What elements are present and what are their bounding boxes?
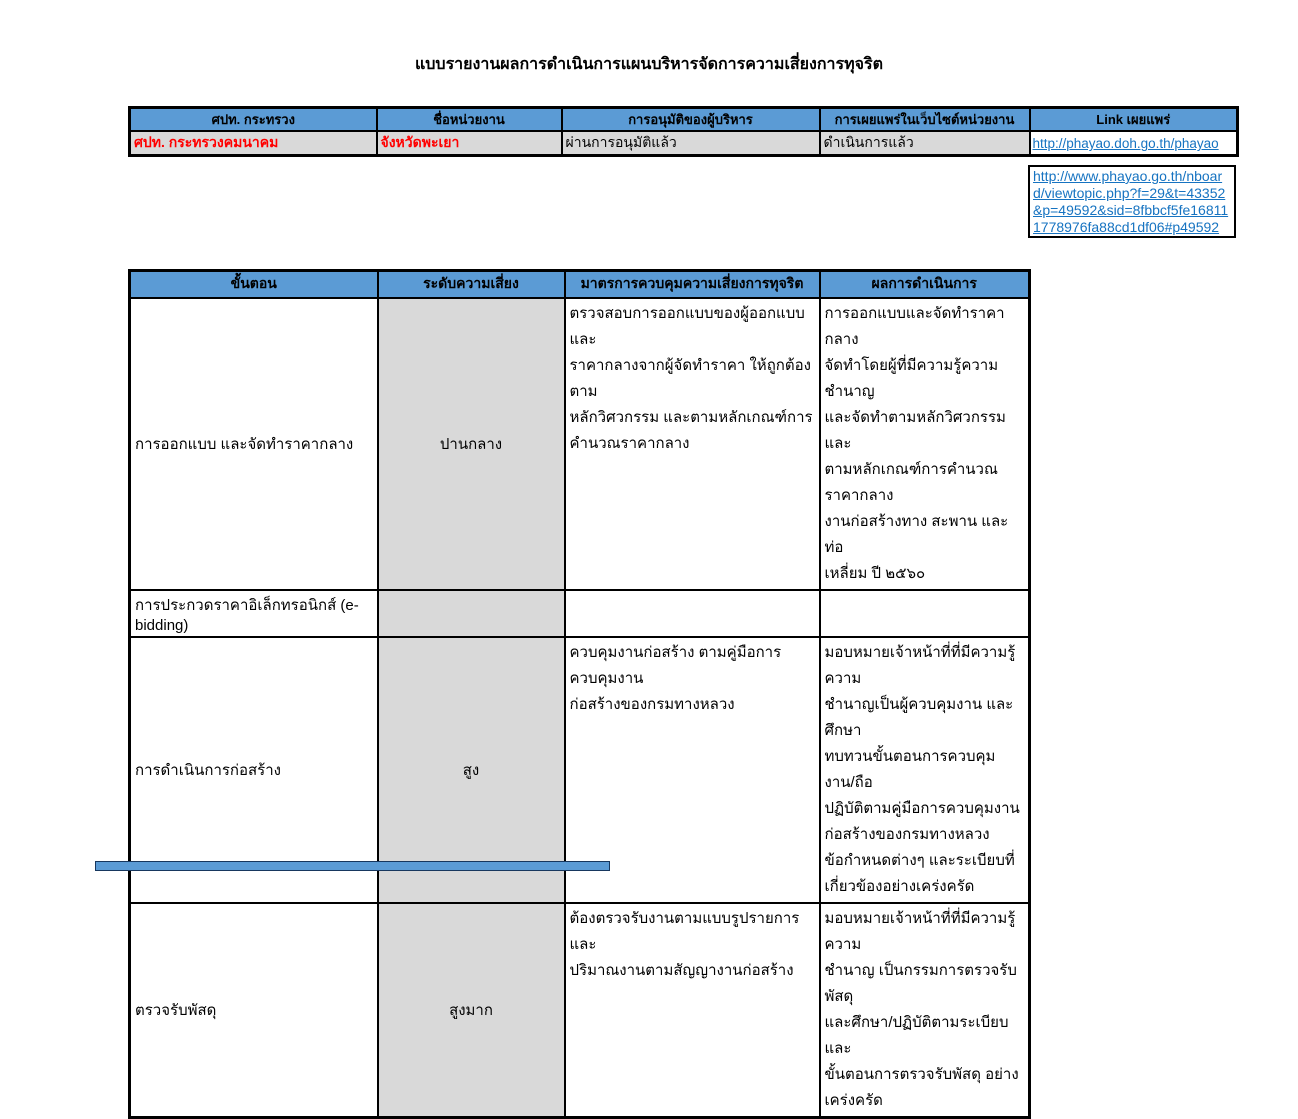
header-publish-link: Link เผยแพร่	[1030, 108, 1238, 132]
step-cell: ตรวจรับพัสดุ	[130, 903, 378, 1118]
header-website-publication: การเผยแพร่ในเว็บไซต์หน่วยงาน	[820, 108, 1030, 132]
header-agency-name: ชื่อหน่วยงาน	[377, 108, 562, 132]
risk-header-row	[130, 271, 1030, 298]
info-header-row	[130, 108, 1238, 132]
measure-cell: ต้องตรวจรับงานตามแบบรูปรายการและ ปริมาณงานตามสัญญางานก่อสร้าง	[565, 903, 820, 1118]
table-row	[130, 903, 1030, 1118]
publish-link-2[interactable]: http://www.phayao.go.th/nboard/viewtopic.php?f=29&t=43352&p=49592&sid=8fbbcf5fe168111778976fa88cd1df06#p49592	[1033, 168, 1229, 235]
header-ministry: ศปท. กระทรวง	[130, 108, 377, 132]
header-control-measure: มาตรการควบคุมความเสี่ยงการทุจริต	[565, 271, 820, 298]
risk-level-cell: ปานกลาง	[378, 298, 565, 590]
page-title: แบบรายงานผลการดำเนินการแผนบริหารจัดการความเสี่ยงการทุจริต	[414, 56, 884, 73]
publication-status-value: ดำเนินการแล้ว	[820, 131, 1030, 156]
risk-level-cell	[378, 590, 565, 637]
header-step: ขั้นตอน	[130, 271, 378, 298]
partial-next-table-header-strip	[95, 861, 610, 871]
header-executive-approval: การอนุมัติของผู้บริหาร	[562, 108, 820, 132]
info-data-row	[130, 131, 1238, 156]
approval-status-value: ผ่านการอนุมัติแล้ว	[562, 131, 820, 156]
step-cell: การประกวดราคาอิเล็กทรอนิกส์ (e-bidding)	[130, 590, 378, 637]
result-cell: มอบหมายเจ้าหน้าที่ที่มีความรู้ความ ชำนาญ เป็นกรรมการตรวจรับพัสดุ และศึกษา/ปฏิบัติตามระเบียบ และ ขั้นตอนการตรวจรับพัสดุ อย่าง เคร่งครัด	[820, 903, 1030, 1118]
table-row	[130, 590, 1030, 637]
publish-link-1[interactable]: http://phayao.doh.go.th/phayao	[1032, 136, 1219, 151]
measure-cell: ควบคุมงานก่อสร้าง ตามคู่มือการควบคุมงาน ก่อสร้างของกรมทางหลวง	[565, 637, 820, 903]
step-cell: การดำเนินการก่อสร้าง	[130, 637, 378, 903]
risk-plan-table	[128, 269, 1031, 1119]
result-cell: มอบหมายเจ้าหน้าที่ที่มีความรู้ความ ชำนาญเป็นผู้ควบคุมงาน และศึกษา ทบทวนขั้นตอนการควบคุมงาน/ถือ ปฏิบัติตามคู่มือการควบคุมงาน ก่อสร้างของกรมทางหลวง ข้อกำหนดต่างๆ และระเบียบที่ เกี่ยวข้องอย่างเคร่งครัด	[820, 637, 1030, 903]
header-risk-level: ระดับความเสี่ยง	[378, 271, 565, 298]
table-row	[130, 298, 1030, 590]
agency-info-table	[128, 106, 1239, 157]
risk-level-cell: สูง	[378, 637, 565, 903]
result-cell	[820, 590, 1030, 637]
header-implementation-result: ผลการดำเนินการ	[820, 271, 1030, 298]
measure-cell: ตรวจสอบการออกแบบของผู้ออกแบบและ ราคากลางจากผู้จัดทำราคา ให้ถูกต้องตาม หลักวิศวกรรม และตามหลักเกณฑ์การ คำนวณราคากลาง	[565, 298, 820, 590]
measure-cell	[565, 590, 820, 637]
publish-link-2-box	[1028, 165, 1236, 238]
step-cell: การออกแบบ และจัดทำราคากลาง	[130, 298, 378, 590]
ministry-value: ศปท. กระทรวงคมนาคม	[130, 131, 377, 156]
result-cell: การออกแบบและจัดทำราคากลาง จัดทำโดยผู้ที่มีความรู้ความชำนาญ และจัดทำตามหลักวิศวกรรม และ ตามหลักเกณฑ์การคำนวณราคากลาง งานก่อสร้างทาง สะพาน และท่อ เหลี่ยม ปี ๒๕๖๐	[820, 298, 1030, 590]
publish-link-cell	[1030, 131, 1238, 156]
agency-name-value: จังหวัดพะเยา	[377, 131, 562, 156]
risk-level-cell: สูงมาก	[378, 903, 565, 1118]
